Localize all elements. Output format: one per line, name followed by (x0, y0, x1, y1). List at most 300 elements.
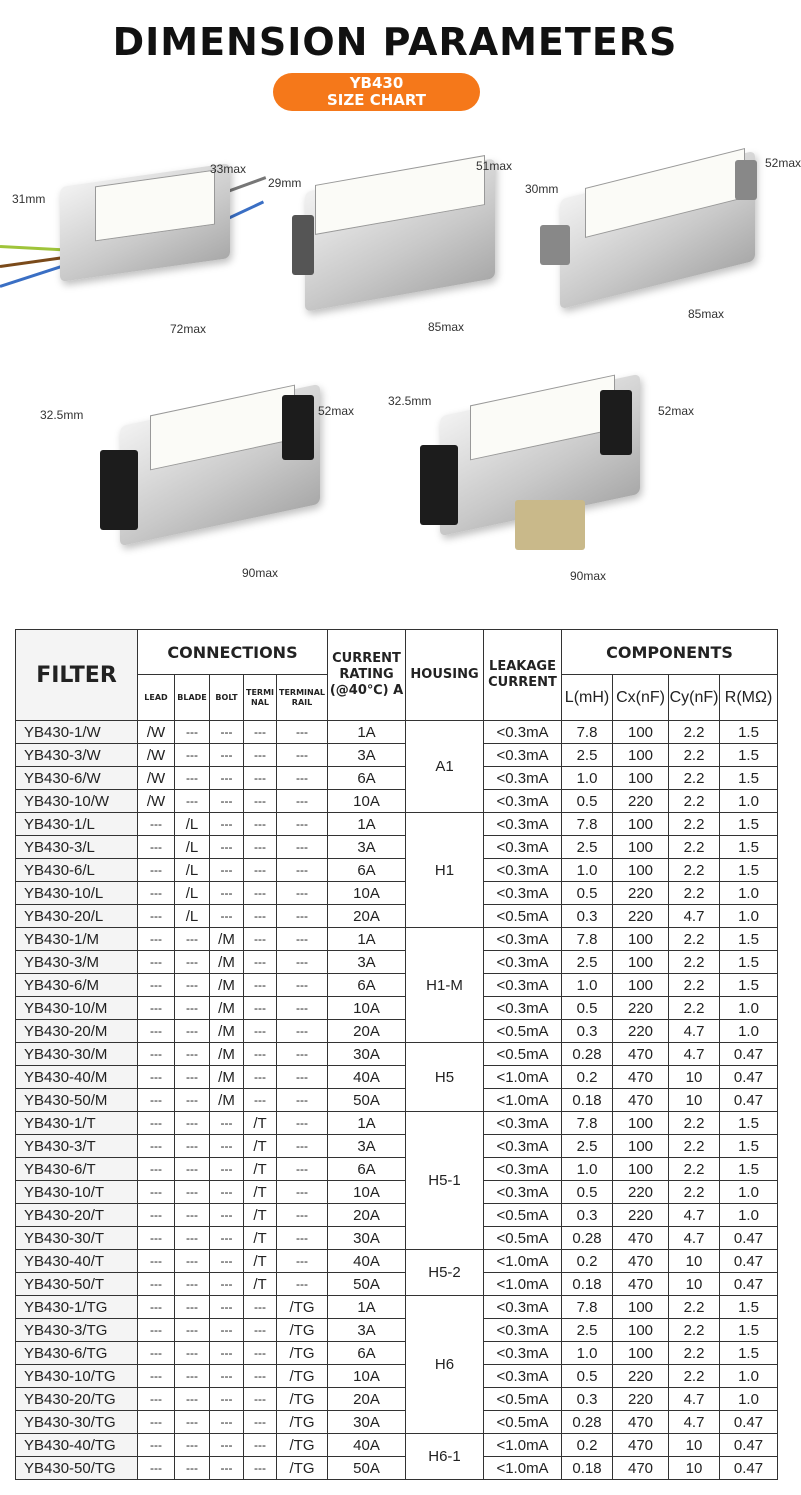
cell-blade: --- (175, 721, 210, 744)
header-filter: FILTER (16, 630, 138, 721)
cell-housing: H6 (406, 1296, 484, 1434)
cell-inductance: 0.5 (562, 997, 613, 1020)
table-row (16, 974, 778, 997)
cell-filter: YB430-10/W (16, 790, 138, 813)
cell-bolt: --- (210, 1457, 244, 1480)
cell-cx: 100 (613, 1158, 669, 1181)
cell-resistance: 1.5 (720, 836, 778, 859)
table-row (16, 951, 778, 974)
cell-lead: --- (138, 813, 175, 836)
header-connections: CONNECTIONS (138, 630, 328, 675)
cell-lead: --- (138, 1020, 175, 1043)
cell-lead: --- (138, 1434, 175, 1457)
cell-inductance: 7.8 (562, 721, 613, 744)
cell-cy: 10 (669, 1273, 720, 1296)
cell-lead: --- (138, 882, 175, 905)
cell-blade: --- (175, 1319, 210, 1342)
cell-blade: /L (175, 813, 210, 836)
cell-lead: --- (138, 1135, 175, 1158)
cell-cy: 2.2 (669, 1365, 720, 1388)
cell-inductance: 0.28 (562, 1227, 613, 1250)
cell-terminal: --- (244, 767, 277, 790)
cell-lead: --- (138, 1250, 175, 1273)
cell-terminal: --- (244, 744, 277, 767)
cell-rail: /TG (277, 1457, 328, 1480)
cell-rail: --- (277, 1250, 328, 1273)
cell-filter: YB430-6/TG (16, 1342, 138, 1365)
cell-leakage: <0.5mA (484, 1020, 562, 1043)
cell-inductance: 2.5 (562, 744, 613, 767)
header-components: COMPONENTS (562, 630, 778, 675)
cell-bolt: --- (210, 1204, 244, 1227)
cell-current: 3A (328, 836, 406, 859)
cell-cx: 100 (613, 721, 669, 744)
cell-leakage: <0.3mA (484, 813, 562, 836)
cell-filter: YB430-6/L (16, 859, 138, 882)
cell-cx: 470 (613, 1457, 669, 1480)
cell-lead: --- (138, 836, 175, 859)
cell-rail: /TG (277, 1342, 328, 1365)
cell-filter: YB430-1/T (16, 1112, 138, 1135)
cell-cy: 2.2 (669, 951, 720, 974)
cell-cx: 470 (613, 1043, 669, 1066)
cell-current: 6A (328, 1158, 406, 1181)
cell-leakage: <0.5mA (484, 905, 562, 928)
cell-blade: --- (175, 974, 210, 997)
cell-rail: --- (277, 882, 328, 905)
cell-blade: --- (175, 1112, 210, 1135)
cell-inductance: 0.3 (562, 1388, 613, 1411)
cell-lead: --- (138, 905, 175, 928)
table-row (16, 767, 778, 790)
cell-resistance: 1.5 (720, 767, 778, 790)
table-row (16, 1296, 778, 1319)
cell-inductance: 0.18 (562, 1089, 613, 1112)
cell-housing: H5 (406, 1043, 484, 1112)
cell-cx: 470 (613, 1273, 669, 1296)
cell-filter: YB430-10/L (16, 882, 138, 905)
cell-rail: --- (277, 905, 328, 928)
table-row (16, 1020, 778, 1043)
cell-current: 20A (328, 905, 406, 928)
dim-length: 90max (570, 569, 607, 583)
cell-inductance: 0.5 (562, 790, 613, 813)
cell-blade: --- (175, 1250, 210, 1273)
cell-lead: --- (138, 1457, 175, 1480)
cell-cy: 2.2 (669, 744, 720, 767)
cell-rail: --- (277, 1204, 328, 1227)
cell-cx: 470 (613, 1411, 669, 1434)
cell-terminal: --- (244, 928, 277, 951)
cell-leakage: <0.3mA (484, 767, 562, 790)
cell-rail: --- (277, 974, 328, 997)
cell-cx: 220 (613, 1204, 669, 1227)
cell-rail: --- (277, 767, 328, 790)
cell-current: 40A (328, 1250, 406, 1273)
cell-terminal: --- (244, 790, 277, 813)
cell-inductance: 0.18 (562, 1273, 613, 1296)
cell-leakage: <0.3mA (484, 721, 562, 744)
cell-filter: YB430-10/TG (16, 1365, 138, 1388)
cell-resistance: 1.5 (720, 813, 778, 836)
cell-terminal: --- (244, 1066, 277, 1089)
cell-cy: 2.2 (669, 790, 720, 813)
table-row (16, 1089, 778, 1112)
cell-terminal: --- (244, 1089, 277, 1112)
cell-leakage: <0.3mA (484, 1319, 562, 1342)
cell-inductance: 0.2 (562, 1066, 613, 1089)
cell-bolt: /M (210, 928, 244, 951)
cell-terminal: /T (244, 1204, 277, 1227)
cell-current: 3A (328, 1135, 406, 1158)
cell-terminal: --- (244, 1043, 277, 1066)
cell-filter: YB430-1/M (16, 928, 138, 951)
cell-cy: 2.2 (669, 1158, 720, 1181)
cell-inductance: 0.5 (562, 1365, 613, 1388)
cell-cy: 10 (669, 1250, 720, 1273)
table-row (16, 1388, 778, 1411)
cell-cx: 470 (613, 1227, 669, 1250)
cell-blade: --- (175, 1342, 210, 1365)
cell-resistance: 1.0 (720, 1388, 778, 1411)
table-row (16, 790, 778, 813)
cell-resistance: 1.5 (720, 1135, 778, 1158)
cell-filter: YB430-10/T (16, 1181, 138, 1204)
cell-bolt: --- (210, 1227, 244, 1250)
cell-inductance: 1.0 (562, 1342, 613, 1365)
cell-rail: /TG (277, 1388, 328, 1411)
table-row (16, 997, 778, 1020)
cell-leakage: <0.5mA (484, 1043, 562, 1066)
cell-filter: YB430-1/W (16, 721, 138, 744)
cell-blade: /L (175, 882, 210, 905)
cell-blade: --- (175, 1135, 210, 1158)
cell-filter: YB430-30/M (16, 1043, 138, 1066)
table-row (16, 1135, 778, 1158)
cell-bolt: --- (210, 1181, 244, 1204)
cell-leakage: <0.3mA (484, 1342, 562, 1365)
cell-rail: --- (277, 859, 328, 882)
cell-resistance: 1.5 (720, 859, 778, 882)
cell-blade: /L (175, 859, 210, 882)
cell-cx: 100 (613, 1135, 669, 1158)
cell-lead: --- (138, 1319, 175, 1342)
cell-current: 30A (328, 1411, 406, 1434)
cell-leakage: <0.3mA (484, 744, 562, 767)
cell-rail: --- (277, 1043, 328, 1066)
cell-filter: YB430-3/M (16, 951, 138, 974)
parameters-table (15, 629, 778, 1480)
cell-blade: --- (175, 1273, 210, 1296)
cell-housing: H1 (406, 813, 484, 928)
cell-lead: --- (138, 1411, 175, 1434)
cell-filter: YB430-50/T (16, 1273, 138, 1296)
cell-leakage: <0.3mA (484, 1365, 562, 1388)
cell-resistance: 1.0 (720, 997, 778, 1020)
cell-filter: YB430-1/L (16, 813, 138, 836)
table-row (16, 721, 778, 744)
cell-current: 20A (328, 1020, 406, 1043)
cell-inductance: 0.18 (562, 1457, 613, 1480)
cell-cy: 2.2 (669, 1342, 720, 1365)
cell-resistance: 1.5 (720, 1319, 778, 1342)
cell-resistance: 0.47 (720, 1434, 778, 1457)
cell-current: 6A (328, 974, 406, 997)
cell-inductance: 1.0 (562, 1158, 613, 1181)
dim-width: 52max (765, 156, 801, 170)
cell-inductance: 7.8 (562, 813, 613, 836)
cell-terminal: --- (244, 1388, 277, 1411)
cell-inductance: 7.8 (562, 1112, 613, 1135)
cell-inductance: 1.0 (562, 859, 613, 882)
cell-terminal: /T (244, 1250, 277, 1273)
cell-cx: 220 (613, 1388, 669, 1411)
table-row (16, 1411, 778, 1434)
cell-bolt: --- (210, 1112, 244, 1135)
cell-rail: --- (277, 1227, 328, 1250)
cell-cx: 220 (613, 790, 669, 813)
size-chart-badge (273, 73, 480, 111)
cell-rail: --- (277, 813, 328, 836)
cell-filter: YB430-40/T (16, 1250, 138, 1273)
table-row (16, 1066, 778, 1089)
cell-leakage: <0.3mA (484, 790, 562, 813)
cell-current: 1A (328, 721, 406, 744)
cell-rail: --- (277, 1273, 328, 1296)
cell-bolt: --- (210, 1434, 244, 1457)
table-row (16, 1319, 778, 1342)
cell-leakage: <1.0mA (484, 1089, 562, 1112)
table-row (16, 859, 778, 882)
cell-blade: --- (175, 951, 210, 974)
cell-cy: 2.2 (669, 813, 720, 836)
cell-terminal: --- (244, 813, 277, 836)
cell-cx: 220 (613, 1365, 669, 1388)
table-row (16, 1227, 778, 1250)
cell-cy: 4.7 (669, 1411, 720, 1434)
cell-filter: YB430-30/TG (16, 1411, 138, 1434)
dim-length: 85max (688, 307, 725, 321)
cell-filter: YB430-20/TG (16, 1388, 138, 1411)
cell-bolt: --- (210, 1250, 244, 1273)
cell-cx: 220 (613, 905, 669, 928)
cell-current: 3A (328, 1319, 406, 1342)
cell-bolt: --- (210, 813, 244, 836)
cell-resistance: 0.47 (720, 1066, 778, 1089)
cell-terminal: --- (244, 974, 277, 997)
cell-rail: --- (277, 1066, 328, 1089)
cell-resistance: 1.5 (720, 1158, 778, 1181)
header-current: CURRENT RATING (@40℃) A (328, 630, 406, 721)
dim-width: 52max (318, 404, 355, 418)
cell-blade: --- (175, 1066, 210, 1089)
cell-terminal: --- (244, 1020, 277, 1043)
cell-cx: 220 (613, 882, 669, 905)
cell-lead: /W (138, 767, 175, 790)
cell-lead: --- (138, 1296, 175, 1319)
cell-filter: YB430-40/M (16, 1066, 138, 1089)
header-cy: Cy(nF) (669, 675, 720, 721)
cell-filter: YB430-30/T (16, 1227, 138, 1250)
cell-blade: --- (175, 1365, 210, 1388)
cell-lead: --- (138, 1365, 175, 1388)
cell-lead: /W (138, 721, 175, 744)
cell-current: 1A (328, 928, 406, 951)
dim-height: 29mm (268, 176, 302, 190)
cell-leakage: <0.3mA (484, 951, 562, 974)
cell-bolt: --- (210, 1296, 244, 1319)
cell-rail: --- (277, 744, 328, 767)
cell-leakage: <1.0mA (484, 1273, 562, 1296)
cell-resistance: 1.5 (720, 1296, 778, 1319)
cell-terminal: /T (244, 1181, 277, 1204)
cell-terminal: --- (244, 1296, 277, 1319)
cell-lead: --- (138, 1227, 175, 1250)
cell-cx: 100 (613, 1296, 669, 1319)
cell-bolt: --- (210, 1273, 244, 1296)
cell-blade: --- (175, 767, 210, 790)
cell-filter: YB430-6/W (16, 767, 138, 790)
cell-lead: --- (138, 1204, 175, 1227)
cell-rail: /TG (277, 1434, 328, 1457)
cell-housing: H5-1 (406, 1112, 484, 1250)
cell-rail: --- (277, 1020, 328, 1043)
cell-lead: --- (138, 1043, 175, 1066)
cell-filter: YB430-3/L (16, 836, 138, 859)
cell-inductance: 0.3 (562, 1020, 613, 1043)
cell-bolt: /M (210, 1020, 244, 1043)
cell-bolt: --- (210, 1158, 244, 1181)
cell-bolt: --- (210, 767, 244, 790)
cell-cy: 2.2 (669, 1112, 720, 1135)
cell-cx: 220 (613, 1020, 669, 1043)
cell-rail: /TG (277, 1365, 328, 1388)
cell-cx: 220 (613, 997, 669, 1020)
cell-inductance: 1.0 (562, 974, 613, 997)
cell-cx: 470 (613, 1434, 669, 1457)
cell-current: 50A (328, 1457, 406, 1480)
cell-cy: 2.2 (669, 721, 720, 744)
cell-resistance: 1.5 (720, 744, 778, 767)
cell-blade: --- (175, 1204, 210, 1227)
cell-rail: --- (277, 1158, 328, 1181)
cell-resistance: 1.5 (720, 974, 778, 997)
cell-blade: --- (175, 1043, 210, 1066)
cell-cx: 100 (613, 767, 669, 790)
cell-cx: 100 (613, 1342, 669, 1365)
cell-lead: --- (138, 1273, 175, 1296)
cell-bolt: --- (210, 1135, 244, 1158)
cell-leakage: <0.3mA (484, 1158, 562, 1181)
cell-bolt: --- (210, 1411, 244, 1434)
cell-lead: --- (138, 1066, 175, 1089)
cell-blade: /L (175, 905, 210, 928)
header-bolt: BOLT (210, 675, 244, 721)
cell-rail: --- (277, 997, 328, 1020)
cell-resistance: 0.47 (720, 1250, 778, 1273)
cell-current: 10A (328, 1181, 406, 1204)
cell-resistance: 0.47 (720, 1457, 778, 1480)
cell-leakage: <0.5mA (484, 1388, 562, 1411)
cell-filter: YB430-3/W (16, 744, 138, 767)
cell-bolt: /M (210, 974, 244, 997)
cell-cx: 100 (613, 836, 669, 859)
cell-lead: --- (138, 1112, 175, 1135)
cell-cx: 100 (613, 1319, 669, 1342)
cell-resistance: 1.0 (720, 882, 778, 905)
header-leakage: LEAKAGE CURRENT (484, 630, 562, 721)
cell-cy: 4.7 (669, 1204, 720, 1227)
cell-rail: --- (277, 1181, 328, 1204)
cell-bolt: /M (210, 1043, 244, 1066)
cell-inductance: 0.28 (562, 1411, 613, 1434)
cell-current: 1A (328, 813, 406, 836)
cell-terminal: --- (244, 1411, 277, 1434)
cell-current: 20A (328, 1388, 406, 1411)
table-row (16, 1250, 778, 1273)
cell-terminal: --- (244, 882, 277, 905)
cell-rail: /TG (277, 1319, 328, 1342)
cell-bolt: --- (210, 744, 244, 767)
cell-terminal: --- (244, 1457, 277, 1480)
cell-inductance: 7.8 (562, 928, 613, 951)
cell-resistance: 0.47 (720, 1273, 778, 1296)
cell-lead: --- (138, 997, 175, 1020)
cell-housing: A1 (406, 721, 484, 813)
cell-current: 50A (328, 1273, 406, 1296)
cell-resistance: 1.5 (720, 1342, 778, 1365)
cell-lead: --- (138, 1158, 175, 1181)
cell-cy: 10 (669, 1434, 720, 1457)
cell-terminal: --- (244, 1365, 277, 1388)
badge-subtitle: SIZE CHART (326, 91, 426, 109)
cell-terminal: /T (244, 1227, 277, 1250)
cell-cx: 470 (613, 1066, 669, 1089)
cell-cy: 2.2 (669, 974, 720, 997)
dim-height: 30mm (525, 182, 559, 196)
cell-leakage: <0.3mA (484, 859, 562, 882)
cell-rail: --- (277, 951, 328, 974)
cell-inductance: 0.2 (562, 1250, 613, 1273)
header-lead: LEAD (138, 675, 175, 721)
page-title: DIMENSION PARAMETERS (112, 20, 678, 64)
cell-inductance: 1.0 (562, 767, 613, 790)
cell-blade: --- (175, 1388, 210, 1411)
cell-bolt: --- (210, 1388, 244, 1411)
cell-resistance: 0.47 (720, 1043, 778, 1066)
header-cx: Cx(nF) (613, 675, 669, 721)
cell-cy: 4.7 (669, 1388, 720, 1411)
cell-leakage: <0.3mA (484, 1181, 562, 1204)
cell-cy: 4.7 (669, 1020, 720, 1043)
table-row (16, 1043, 778, 1066)
cell-rail: --- (277, 1112, 328, 1135)
cell-leakage: <0.5mA (484, 1411, 562, 1434)
cell-current: 50A (328, 1089, 406, 1112)
cell-lead: --- (138, 951, 175, 974)
cell-inductance: 2.5 (562, 1135, 613, 1158)
cell-blade: --- (175, 1434, 210, 1457)
cell-current: 3A (328, 744, 406, 767)
cell-blade: --- (175, 790, 210, 813)
cell-lead: --- (138, 1181, 175, 1204)
cell-terminal: --- (244, 836, 277, 859)
cell-current: 6A (328, 1342, 406, 1365)
cell-leakage: <0.3mA (484, 1112, 562, 1135)
cell-rail: /TG (277, 1296, 328, 1319)
dim-length: 72max (170, 322, 207, 336)
cell-filter: YB430-1/TG (16, 1296, 138, 1319)
